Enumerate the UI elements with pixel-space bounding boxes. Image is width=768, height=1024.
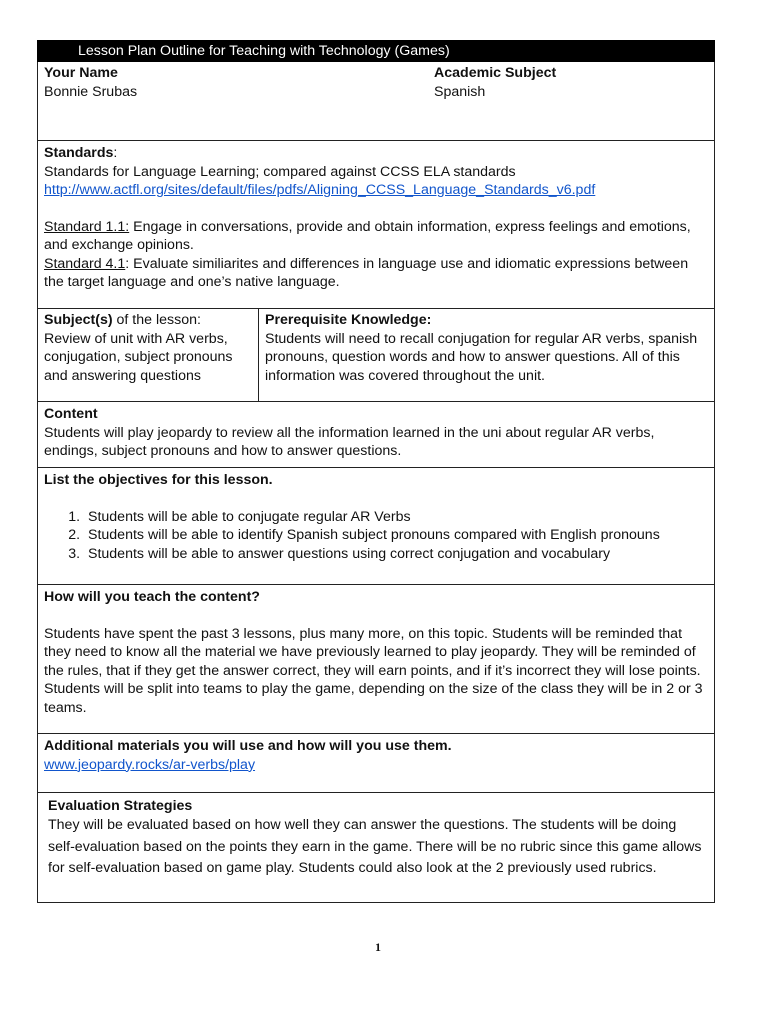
objectives-section <box>37 468 715 585</box>
prereq-text: Students will need to recall conjugation for regular AR verbs, spanish pronouns, question words and how to answer questions. All of this information was covered throughout the unit. <box>265 330 698 384</box>
subject-prereq-section <box>37 309 715 402</box>
teach-text: Students have spent the past 3 lessons, plus many more, on this topic. Students will be reminded that they need to know all the material we have previously learned to play jeopardy. They will be reminded of the rules, that if they get the answer correct, they will earn points, and if it’s incorrect they will lose points. Students will be split into teams to play the game, depending on the size of the class they will be in 2 or 3 teams. <box>44 625 703 716</box>
content-section <box>37 402 715 468</box>
standards-section <box>37 141 715 309</box>
content-text: Students will play jeopardy to review all the information learned in the uni about regular AR verbs, endings, subject pronouns and how to answer questions. <box>44 424 655 459</box>
standards-link[interactable]: http://www.actfl.org/sites/default/files/pdfs/Aligning_CCSS_Language_Standards_v6.pdf <box>44 182 596 198</box>
content-label: Content <box>44 406 98 422</box>
objectives-list <box>44 508 708 564</box>
document-title: Lesson Plan Outline for Teaching with Technology (Games) <box>78 43 450 59</box>
objective-item: 1. Students will be able to conjugate regular AR Verbs <box>84 508 708 527</box>
objectives-label: List the objectives for this lesson. <box>44 472 273 488</box>
your-name-value: Bonnie Srubas <box>44 83 138 100</box>
standard-1-1-label: Standard 1.1: <box>44 218 130 235</box>
document-title-bar <box>37 40 715 62</box>
standards-label: Standards <box>44 145 114 161</box>
prereq-cell <box>259 309 714 401</box>
subjects-cell <box>38 309 259 401</box>
page-number: 1 <box>375 940 381 954</box>
standard-4-1 <box>44 255 708 292</box>
objective-item: 3. Students will be able to answer questions using correct conjugation and vocabulary <box>84 545 708 564</box>
materials-label: Additional materials you will use and how will you use them. <box>44 738 452 754</box>
standards-description: Standards for Language Learning; compared against CCSS ELA standards <box>44 163 516 180</box>
prereq-label: Prerequisite Knowledge: <box>265 312 432 328</box>
your-name-label: Your Name <box>44 65 118 81</box>
subjects-label: Subject(s) <box>44 312 113 328</box>
subject-cell <box>428 62 562 140</box>
subjects-text: Review of unit with AR verbs, conjugation, subject pronouns and answering questions <box>44 330 233 384</box>
evaluation-section <box>37 793 715 903</box>
academic-subject-label: Academic Subject <box>434 65 557 81</box>
name-cell <box>38 62 428 140</box>
evaluation-text: They will be evaluated based on how well they can answer the questions. The students will be doing self-evaluation based on the points they earn in the game. There will be no rubric since this game allows for self-evaluation based on game play. Students could also look at the 2 previously used rubrics. <box>48 817 702 876</box>
standards-colon: : <box>113 145 118 161</box>
materials-section <box>37 734 715 793</box>
standard-4-1-text: : Evaluate similiarites and differences in language use and idiomatic expressions between the target language and one’s native language. <box>44 255 689 290</box>
lesson-plan-document <box>37 40 715 903</box>
evaluation-label: Evaluation Strategies <box>48 798 193 814</box>
standard-4-1-label: Standard 4.1 <box>44 255 126 272</box>
academic-subject-value: Spanish <box>434 83 486 100</box>
standard-1-1-text: Engage in conversations, provide and obtain information, express feelings and emotions, and exchange opinions. <box>44 218 691 253</box>
teach-label: How will you teach the content? <box>44 589 260 605</box>
materials-link[interactable]: www.jeopardy.rocks/ar-verbs/play <box>44 756 256 773</box>
subjects-label-suffix: of the lesson: <box>112 312 201 328</box>
objective-item: 2. Students will be able to identify Spanish subject pronouns compared with English pronouns <box>84 526 708 545</box>
teach-section <box>37 585 715 734</box>
name-subject-section <box>37 62 715 141</box>
standard-1-1 <box>44 218 708 255</box>
